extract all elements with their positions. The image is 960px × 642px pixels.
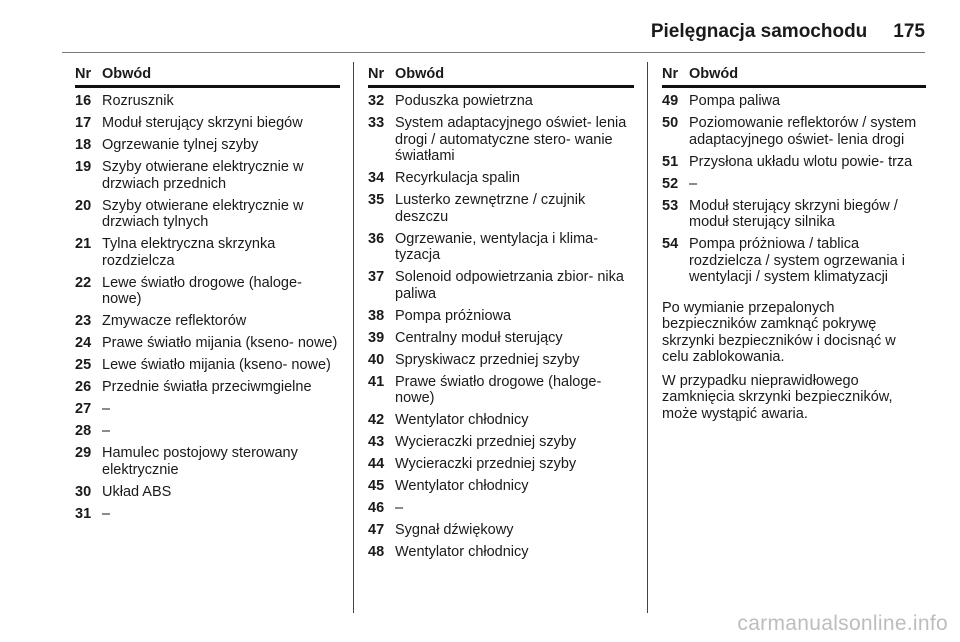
circuit-name: Pompa paliwa — [689, 93, 781, 109]
circuit-name: Wentylator chłodnicy — [395, 412, 529, 428]
table-row — [368, 374, 634, 407]
header-divider — [62, 52, 925, 53]
fuse-table-column-3 — [662, 64, 926, 422]
fuse-number: 42 — [368, 412, 385, 428]
fuse-number: 17 — [75, 115, 92, 131]
circuit-name: Prawe światło drogowe (haloge‐ nowe) — [395, 373, 602, 406]
fuse-number: 38 — [368, 307, 385, 324]
table-header — [368, 64, 634, 88]
circuit-name: Wycieraczki przedniej szyby — [395, 456, 577, 472]
fuse-number: 44 — [368, 456, 385, 472]
circuit-name: Tylna elektryczna skrzynka rozdzielcza — [102, 236, 276, 269]
table-row — [662, 93, 926, 110]
table-header — [75, 64, 340, 88]
table-row — [75, 335, 340, 352]
fuse-number: 29 — [75, 445, 92, 461]
circuit-name: Sygnał dźwiękowy — [395, 522, 514, 538]
fuse-number: 48 — [368, 544, 385, 560]
circuit-name: Spryskiwacz przedniej szyby — [395, 351, 580, 368]
fuse-number: 32 — [368, 93, 385, 109]
circuit-name: Lewe światło drogowe (haloge‐ nowe) — [102, 274, 302, 307]
circuit-name: System adaptacyjnego oświet‐ lenia drogi / automatyczne stero‐ wanie światłami — [395, 115, 627, 164]
circuit-name: Układ ABS — [102, 483, 172, 500]
fuse-number: 25 — [75, 357, 92, 373]
circuit-name: – — [102, 401, 111, 417]
fuse-number: 41 — [368, 373, 385, 390]
column-header-nr: Nr — [368, 66, 385, 82]
circuit-name: Ogrzewanie, wentylacja i klima‐ tyzacja — [395, 230, 599, 263]
circuit-name: Poduszka powietrzna — [395, 93, 533, 109]
circuit-name: Moduł sterujący skrzyni biegów / moduł sterujący silnika — [689, 197, 898, 230]
fuse-number: 31 — [75, 505, 92, 522]
instruction-paragraph: Po wymianie przepalonych bezpieczników zamknąć pokrywę skrzynki bezpieczników i docisnąć w celu zablokowania. — [662, 299, 896, 365]
circuit-name: Moduł sterujący skrzyni biegów — [102, 115, 303, 131]
table-row — [75, 401, 340, 418]
table-row — [368, 456, 634, 473]
fuse-number: 43 — [368, 434, 385, 450]
circuit-name: Szyby otwierane elektrycznie w drzwiach przednich — [102, 159, 304, 192]
table-row — [662, 176, 926, 193]
fuse-number: 49 — [662, 93, 679, 109]
table-row — [75, 115, 340, 132]
fuse-number: 19 — [75, 159, 92, 175]
circuit-name: – — [395, 500, 404, 516]
table-row — [75, 379, 340, 396]
fuse-number: 26 — [75, 379, 92, 395]
circuit-name: Hamulec postojowy sterowany elektrycznie — [102, 445, 298, 478]
table-row — [75, 423, 340, 440]
circuit-name: Przysłona układu wlotu powie‐ trza — [689, 153, 913, 170]
fuse-table-column-2 — [368, 64, 634, 566]
watermark: carmanualsonline.info — [737, 612, 948, 635]
table-row — [662, 236, 926, 286]
column-header-circuit: Obwód — [395, 66, 445, 82]
column-header-circuit: Obwód — [689, 66, 739, 82]
column-divider — [353, 62, 354, 613]
table-row — [368, 500, 634, 517]
column-header-nr: Nr — [662, 66, 679, 82]
table-row — [368, 308, 634, 325]
circuit-name: Szyby otwierane elektrycznie w drzwiach tylnych — [102, 197, 304, 230]
fuse-number: 52 — [662, 175, 679, 192]
circuit-name: Przednie światła przeciwmgielne — [102, 379, 312, 395]
table-row — [75, 445, 340, 478]
circuit-name: – — [689, 175, 698, 192]
table-row — [368, 544, 634, 561]
fuse-number: 33 — [368, 115, 385, 131]
circuit-name: Zmywacze reflektorów — [102, 313, 247, 329]
page-title: Pielęgnacja samochodu — [650, 21, 868, 42]
table-row — [368, 269, 634, 302]
table-row — [368, 412, 634, 429]
table-row — [368, 115, 634, 165]
table-row — [75, 236, 340, 269]
circuit-name: Lusterko zewnętrzne / czujnik deszczu — [395, 192, 586, 225]
table-row — [368, 352, 634, 369]
circuit-name: Solenoid odpowietrzania zbior‐ nika paliwa — [395, 269, 624, 302]
table-row — [662, 198, 926, 231]
fuse-number: 23 — [75, 313, 92, 329]
fuse-number: 37 — [368, 269, 385, 285]
fuse-number: 54 — [662, 236, 679, 252]
circuit-name: Pompa próżniowa / tablica rozdzielcza / system ogrzewania i wentylacji / system klimatyzacji — [689, 236, 905, 285]
fuse-number: 27 — [75, 401, 92, 417]
fuse-number: 20 — [75, 197, 92, 214]
fuse-number: 16 — [75, 93, 92, 109]
fuse-number: 50 — [662, 115, 679, 131]
fuse-number: 39 — [368, 329, 385, 346]
table-row — [368, 522, 634, 539]
column-header-circuit: Obwód — [102, 66, 152, 82]
column-divider — [647, 62, 648, 613]
fuse-number: 21 — [75, 236, 92, 252]
fuse-number: 46 — [368, 500, 385, 516]
fuse-number: 36 — [368, 230, 385, 247]
table-row — [368, 434, 634, 451]
table-row — [75, 198, 340, 231]
circuit-name: Wycieraczki przedniej szyby — [395, 434, 577, 450]
table-row — [75, 137, 340, 154]
fuse-number: 24 — [75, 335, 92, 351]
fuse-number: 18 — [75, 137, 92, 153]
table-row — [662, 115, 926, 148]
page-number: 175 — [893, 21, 925, 42]
table-row — [75, 357, 340, 374]
table-row — [75, 93, 340, 110]
fuse-table-rows — [662, 64, 926, 286]
table-row — [75, 484, 340, 501]
circuit-name: Rozrusznik — [102, 93, 174, 109]
fuse-number: 28 — [75, 423, 92, 439]
table-row — [368, 478, 634, 495]
circuit-name: Recyrkulacja spalin — [395, 170, 520, 186]
fuse-number: 47 — [368, 522, 385, 538]
fuse-number: 34 — [368, 170, 385, 186]
table-row — [368, 93, 634, 110]
circuit-name: – — [102, 505, 111, 522]
circuit-name: – — [102, 423, 111, 439]
page-header — [0, 20, 925, 44]
table-row — [662, 154, 926, 171]
warning-paragraph: W przypadku nieprawidłowego zamknięcia skrzynki bezpieczników, może wystąpić awaria. — [662, 372, 893, 422]
table-row — [368, 192, 634, 225]
circuit-name: Centralny moduł sterujący — [395, 329, 563, 346]
table-row — [75, 313, 340, 330]
circuit-name: Pompa próżniowa — [395, 307, 512, 324]
table-row — [75, 159, 340, 192]
table-header — [662, 64, 926, 88]
circuit-name: Lewe światło mijania (kseno‐ nowe) — [102, 357, 331, 373]
circuit-name: Wentylator chłodnicy — [395, 544, 529, 560]
circuit-name: Ogrzewanie tylnej szyby — [102, 137, 259, 153]
fuse-number: 51 — [662, 153, 679, 170]
fuse-number: 40 — [368, 351, 385, 368]
fuse-number: 22 — [75, 274, 92, 291]
fuse-table-column-1 — [75, 64, 340, 528]
circuit-name: Wentylator chłodnicy — [395, 478, 529, 494]
table-row — [368, 231, 634, 264]
column-header-nr: Nr — [75, 66, 92, 82]
table-row — [368, 330, 634, 347]
circuit-name: Poziomowanie reflektorów / system adaptacyjnego oświet‐ lenia drogi — [689, 115, 917, 148]
fuse-number: 45 — [368, 478, 385, 494]
table-row — [75, 506, 340, 523]
table-row — [368, 170, 634, 187]
table-row — [75, 275, 340, 308]
fuse-number: 35 — [368, 192, 385, 208]
circuit-name: Prawe światło mijania (kseno‐ nowe) — [102, 335, 338, 351]
fuse-number: 53 — [662, 197, 679, 214]
fuse-number: 30 — [75, 483, 92, 500]
